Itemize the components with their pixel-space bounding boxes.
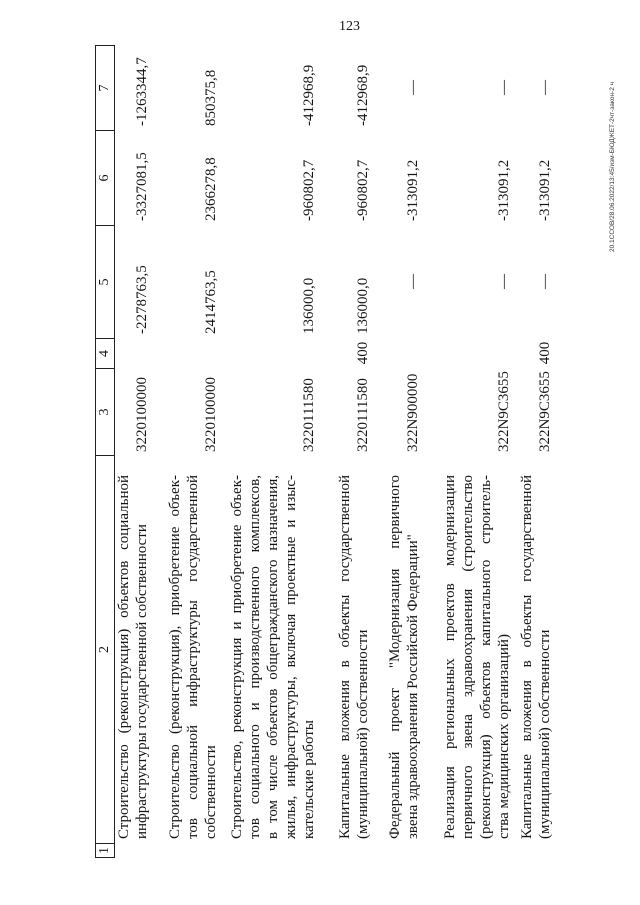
page-number: 123 <box>339 19 360 34</box>
row-number-cell <box>518 843 554 858</box>
table-header-row <box>95 45 115 858</box>
name-line: Капитальные вложения в объекты государственной <box>337 475 353 839</box>
expense-type-code: 400 <box>355 341 371 365</box>
side-file-stamp: 20.1ССОВ/28.06.2022/13:45/изм-БЮДЖЕТ-2чт-закон-2 ч <box>609 82 616 252</box>
amount-column-6: -313091,2 <box>537 159 553 221</box>
amount-column-6: -960802,7 <box>355 159 371 221</box>
column-header-6: 6 <box>95 130 115 225</box>
row-number-cell <box>228 843 318 858</box>
target-code: 322N9C3655 <box>537 371 553 452</box>
table-row <box>115 45 151 858</box>
item-name <box>441 455 513 843</box>
column-header-4: 4 <box>95 338 115 368</box>
target-code: 322N9C3655 <box>496 371 512 452</box>
name-line: Строительство, реконструкция и приобретение объек- <box>229 475 245 839</box>
item-name <box>336 455 372 843</box>
row-number-cell <box>336 843 372 858</box>
item-name <box>518 455 554 843</box>
column-header-7: 7 <box>95 45 115 130</box>
row-number-cell <box>386 843 422 858</box>
target-code: 322N900000 <box>405 373 421 452</box>
name-line: первичного звена здравоохранения (строительство <box>460 475 476 839</box>
name-line: Реализация региональных проектов модернизации <box>442 475 458 839</box>
table-row <box>228 45 318 858</box>
amount-column-7: -412968,9 <box>301 64 317 126</box>
amount-column-7: 850375,8 <box>203 69 219 126</box>
column-header-1: 1 <box>95 843 115 858</box>
item-name <box>386 455 422 843</box>
name-line: (муниципальной) собственности <box>537 629 553 839</box>
amount-column-7: -1263344,7 <box>134 57 150 126</box>
name-line: Строительство (реконструкция), приобретение объек- <box>167 475 183 839</box>
name-line: инфраструктуры государственной собственности <box>134 524 150 839</box>
amount-column-5: -2278763,5 <box>134 265 150 334</box>
column-header-5: 5 <box>95 225 115 338</box>
name-line: кательские работы <box>301 720 317 839</box>
item-name <box>115 455 151 843</box>
table-row <box>518 45 554 858</box>
amount-column-5: — <box>496 274 512 289</box>
item-name <box>166 455 220 843</box>
name-line: жилья, инфраструктуры, включая проектные и изыс- <box>283 475 299 839</box>
target-code: 3220111580 <box>355 378 371 452</box>
column-header-3: 3 <box>95 368 115 455</box>
amount-column-5: — <box>405 274 421 289</box>
name-line: ства медицинских организаций) <box>496 634 512 839</box>
amount-column-7: — <box>537 80 553 95</box>
target-code: 3220100000 <box>203 377 219 452</box>
expense-type-code: 400 <box>537 341 553 365</box>
amount-column-5: — <box>537 274 553 289</box>
row-number-cell <box>115 843 151 858</box>
item-name <box>228 455 318 843</box>
name-line: тов социальной инфраструктуры государственной <box>185 475 201 839</box>
amount-column-6: -3327081,5 <box>134 152 150 221</box>
target-code: 3220111580 <box>301 378 317 452</box>
name-line: собственности <box>203 745 219 839</box>
name-line: в том числе объектов общегражданского назначения, <box>265 475 281 839</box>
column-header-2: 2 <box>95 455 115 843</box>
amount-column-5: 136000,0 <box>301 277 317 334</box>
budget-table <box>95 45 580 858</box>
name-line: (муниципальной) собственности <box>355 629 371 839</box>
table-row <box>336 45 372 858</box>
table-row <box>386 45 422 858</box>
name-line: Строительство (реконструкция) объектов социальной <box>116 475 132 839</box>
table-row <box>166 45 220 858</box>
name-line: звена здравоохранения Российской Федерации" <box>405 534 421 839</box>
amount-column-6: -960802,7 <box>301 159 317 221</box>
name-line: тов социального и производственного комплексов, <box>247 475 263 839</box>
amount-column-5: 2414763,5 <box>203 270 219 334</box>
amount-column-7: -412968,9 <box>355 64 371 126</box>
row-number-cell <box>441 843 513 858</box>
row-number-cell <box>166 843 220 858</box>
amount-column-7: — <box>496 80 512 95</box>
amount-column-5: 136000,0 <box>355 277 371 334</box>
name-line: (реконструкция) объектов капитального строитель- <box>478 475 494 839</box>
amount-column-6: 2366278,8 <box>203 157 219 221</box>
name-line: Федеральный проект "Модернизация первичного <box>387 475 403 839</box>
amount-column-6: -313091,2 <box>405 159 421 221</box>
amount-column-7: — <box>405 80 421 95</box>
amount-column-6: -313091,2 <box>496 159 512 221</box>
table-row <box>441 45 513 858</box>
name-line: Капитальные вложения в объекты государственной <box>519 475 535 839</box>
target-code: 3220100000 <box>134 377 150 452</box>
